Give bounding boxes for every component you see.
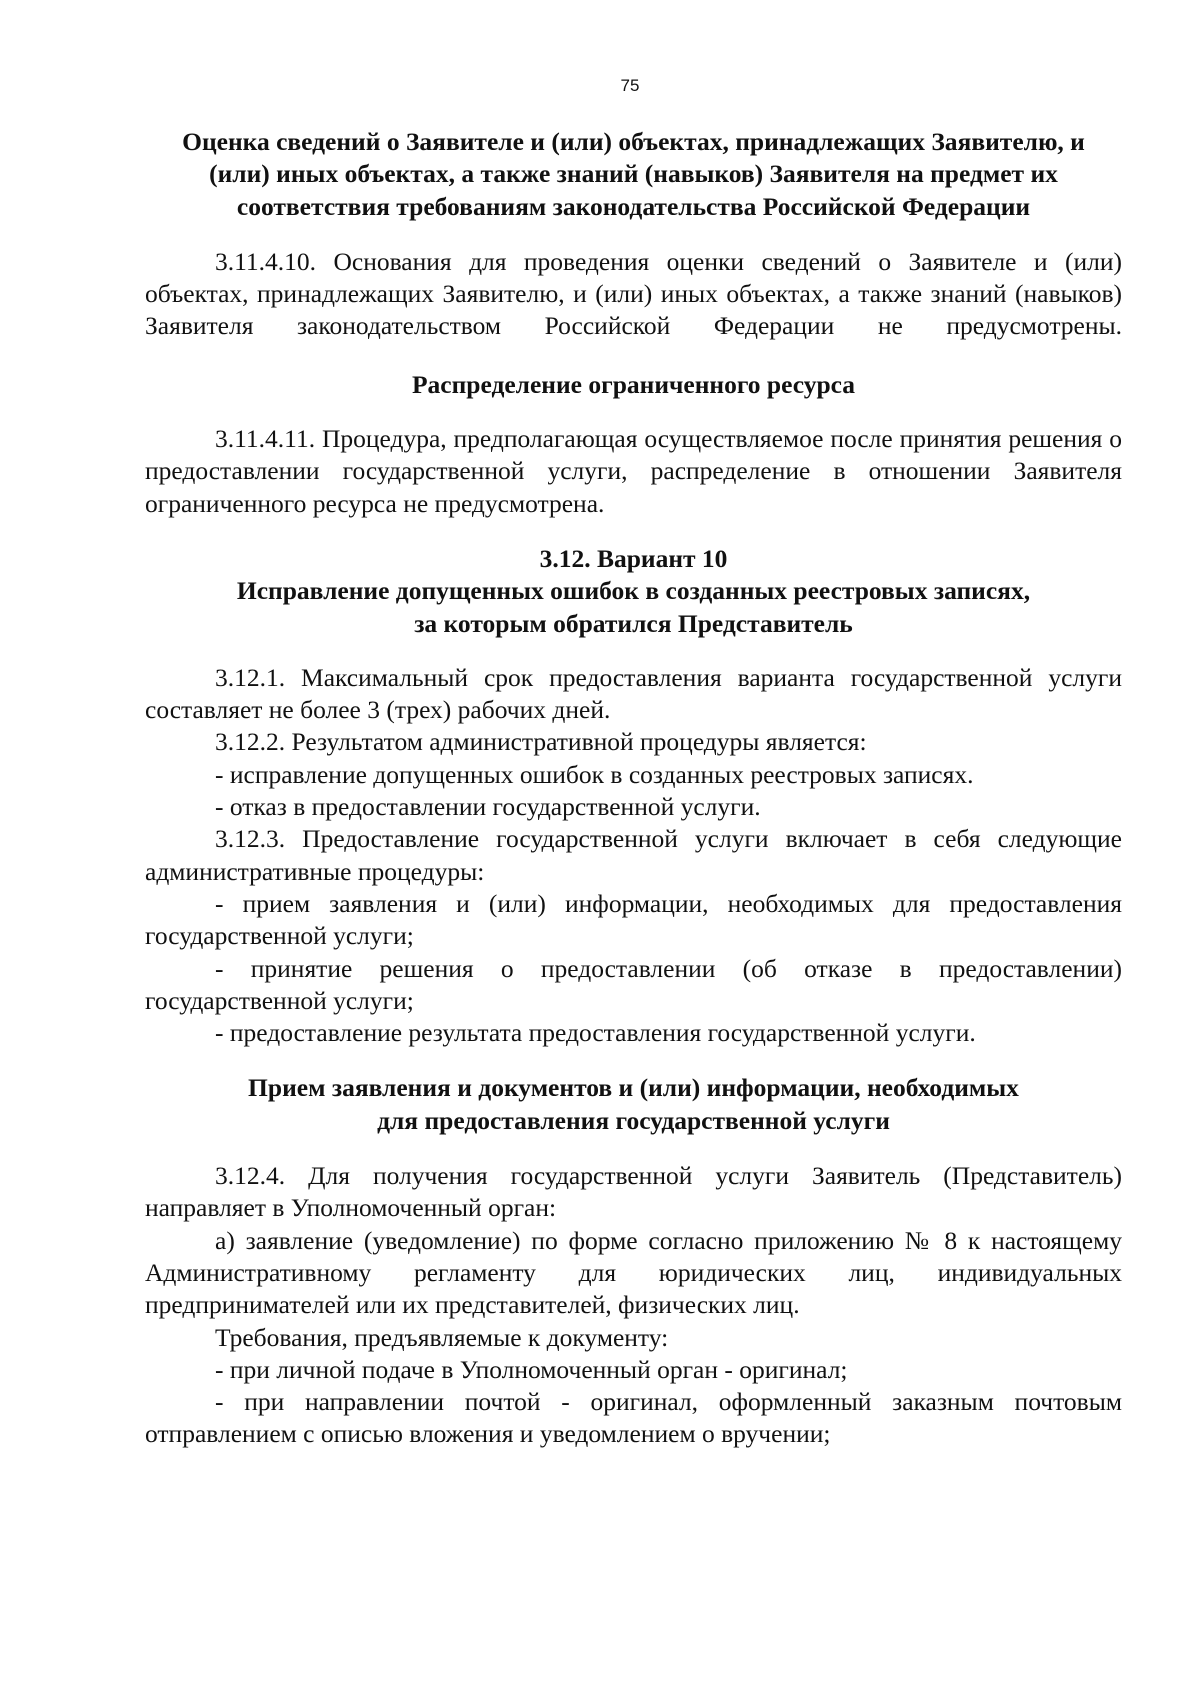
paragraph-item-a: а) заявление (уведомление) по форме согласно приложению № 8 к настоящему Административному регламенту для юридических лиц, индивидуальных предпринимателей или их представителей, физических лиц. — [145, 1225, 1122, 1320]
variant-heading-number: 3.12. Вариант 10 — [539, 543, 728, 573]
page-number: 75 — [620, 76, 640, 95]
section-heading-intake: Прием заявления и документов и (или) информации, необходимых — [248, 1073, 1019, 1103]
document-body — [145, 126, 1122, 1451]
variant-heading-title: Исправление допущенных ошибок в созданных реестровых записях, — [236, 576, 1031, 606]
section-heading-assessment: Оценка сведений о Заявителе и (или) объектах, принадлежащих Заявителю, и (или) иных объектах, а также знаний (навыков) Заявителя на предмет их соответствия требованиям законодательства Российской Федерации — [182, 127, 1085, 221]
procedure-item: - предоставление результата предоставления государственной услуги. — [215, 1018, 976, 1048]
requirement-item: - при направлении почтой - оригинал, оформленный заказным почтовым отправлением с описью вложения и уведомлением о вручении; — [145, 1387, 1122, 1449]
requirement-item: - при личной подаче в Уполномоченный орган - оригинал; — [215, 1354, 848, 1384]
procedure-item: - прием заявления и (или) информации, необходимых для предоставления государственной услуги; — [145, 888, 1122, 951]
paragraph-requirements: Требования, предъявляемые к документу: — [215, 1322, 669, 1352]
section-heading-resource: Распределение ограниченного ресурса — [411, 369, 856, 399]
result-item: - исправление допущенных ошибок в созданных реестровых записях. — [215, 759, 974, 789]
result-item: - отказ в предоставлении государственной услуги. — [215, 792, 761, 822]
paragraph-3-12-3: 3.12.3. Предоставление государственной услуги включает в себя следующие административные процедуры: — [145, 824, 1122, 886]
procedure-item: - принятие решения о предоставлении (об отказе в предоставлении) государственной услуги; — [145, 953, 1122, 1015]
paragraph-3-11-4-10: 3.11.4.10. Основания для проведения оценки сведений о Заявителе и (или) объектах, принадлежащих Заявителю, и (или) иных объектах, а также знаний (навыков) Заявителя законодательством Российской Федерации не предусмотрены. — [145, 246, 1122, 341]
paragraph-3-12-1: 3.12.1. Максимальный срок предоставления варианта государственной услуги составляет не более 3 (трех) рабочих дней. — [145, 662, 1122, 725]
paragraph-3-12-4: 3.12.4. Для получения государственной услуги Заявитель (Представитель) направляет в Уполномоченный орган: — [145, 1161, 1122, 1223]
paragraph-3-12-2: 3.12.2. Результатом административной процедуры является: — [215, 727, 867, 757]
variant-heading-subtitle: за которым обратился Представитель — [414, 608, 853, 638]
paragraph-3-11-4-11: 3.11.4.11. Процедура, предполагающая осуществляемое после принятия решения о предоставлении государственной услуги, распределение в отношении Заявителя ограниченного ресурса не предусмотрена. — [145, 424, 1122, 518]
section-heading-intake-line2: для предоставления государственной услуги — [377, 1105, 890, 1135]
